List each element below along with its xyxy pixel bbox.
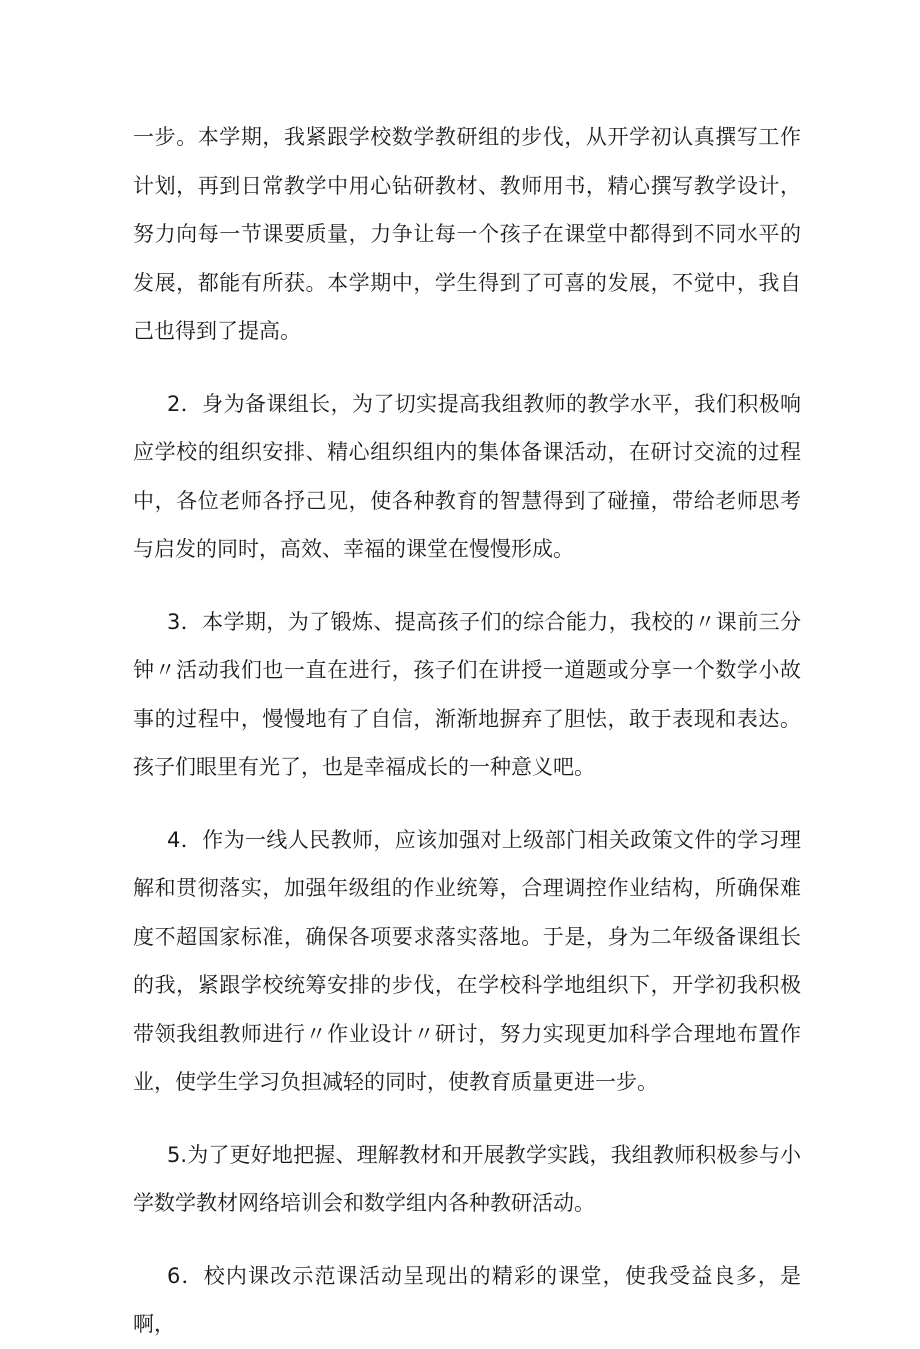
document-body <box>133 113 801 1349</box>
paragraph-item-5: 5.为了更好地把握、理解教材和开展教学实践，我组教师积极参与小学数学教材网络培训会和数学组内各种教研活动。 <box>133 1142 801 1215</box>
paragraph-item-4: 4．作为一线人民教师，应该加强对上级部门相关政策文件的学习理解和贯彻落实，加强年级组的作业统筹，合理调控作业结构，所确保难度不超国家标准，确保各项要求落实落地。于是，身为二年级备课组长的我，紧跟学校统筹安排的步伐，在学校科学地组织下，开学初我积极带领我组教师进行〃作业设计〃研讨，努力实现更加科学合理地布置作业，使学生学习负担减轻的同时，使教育质量更进一步。 <box>133 827 801 1094</box>
paragraph-item-2: 2．身为备课组长，为了切实提高我组教师的教学水平，我们积极响应学校的组织安排、精心组织组内的集体备课活动，在研讨交流的过程中，各位老师各抒己见，使各种教育的智慧得到了碰撞，带给老师思考与启发的同时，高效、幸福的课堂在慢慢形成。 <box>133 391 801 561</box>
paragraph-continuation: 一步。本学期，我紧跟学校数学教研组的步伐，从开学初认真撰写工作计划，再到日常教学中用心钻研教材、教师用书，精心撰写教学设计，努力向每一节课要质量，力争让每一个孩子在课堂中都得到不同水平的发展，都能有所获。本学期中，学生得到了可喜的发展，不觉中，我自己也得到了提高。 <box>133 125 801 343</box>
paragraph-item-6: 6．校内课改示范课活动呈现出的精彩的课堂，使我受益良多，是啊， <box>133 1263 801 1336</box>
paragraph-item-3: 3．本学期，为了锻炼、提高孩子们的综合能力，我校的〃课前三分钟〃活动我们也一直在进行，孩子们在讲授一道题或分享一个数学小故事的过程中，慢慢地有了自信，渐渐地摒弃了胆怯，敢于表现和表达。孩子们眼里有光了，也是幸福成长的一种意义吧。 <box>133 609 801 779</box>
